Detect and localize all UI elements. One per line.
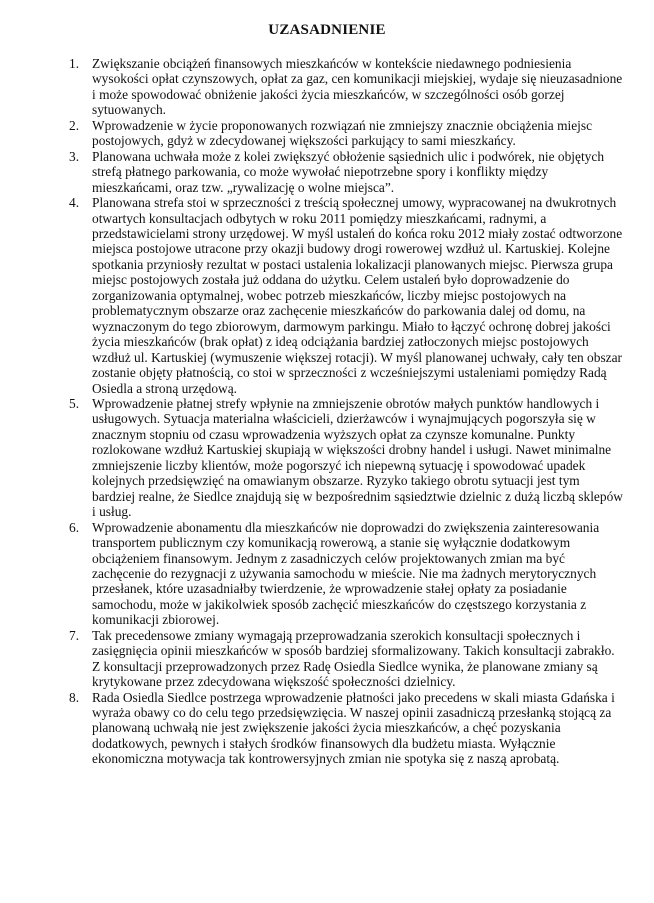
list-item-number: 4.	[69, 195, 80, 211]
list-item-2	[58, 118, 626, 149]
list-item-4	[58, 195, 626, 396]
list-item-5	[58, 396, 626, 520]
list-item-text: Zwiększanie obciążeń finansowych mieszkańców w kontekście niedawnego podniesienia wysokości opłat czynszowych, opłat za gaz, cen komunikacji miejskiej, wydaje się nieuzasadnione i może spowodować obniżenie jakości życia mieszkańców, w szczególności osób gorzej sytuowanych.	[92, 56, 623, 118]
list-item-6	[58, 520, 626, 628]
list-item-text: Planowana uchwała może z kolei zwiększyć obłożenie sąsiednich ulic i podwórek, nie objętych strefą płatnego parkowania, co może wywołać niepotrzebne spory i konflikty między mieszkańcami, oraz tzw. „rywalizację o wolne miejsca”.	[92, 148, 605, 195]
list-item-number: 5.	[69, 395, 80, 411]
list-item-number: 6.	[69, 519, 80, 535]
list-item-number: 2.	[69, 117, 80, 133]
list-item-text: Rada Osiedla Siedlce postrzega wprowadzenie płatności jako precedens w skali miasta Gdańska i wyraża obawy co do celu tego przedsięwzięcia. W naszej opinii zasadniczą przesłanką stojącą za planowaną uchwałą nie jest zwiększenie jakości życia mieszkańców, a chęć pozyskania dodatkowych, pewnych i stałych środków finansowych dla budżetu miasta. Wyłącznie ekonomiczna motywacja tak kontrowersyjnych zmian nie spotyka się z naszą aprobatą.	[92, 689, 615, 767]
list-item-8	[58, 690, 626, 767]
list-item-1	[58, 56, 626, 118]
list-item-number: 7.	[69, 627, 80, 643]
document-title: UZASADNIENIE	[268, 22, 386, 38]
list-item-3	[58, 149, 626, 195]
list-item-number: 3.	[69, 148, 80, 164]
list-item-7	[58, 628, 626, 690]
list-item-text: Wprowadzenie abonamentu dla mieszkańców nie doprowadzi do zwiększenia zainteresowania transportem publicznym czy komunikacją rowerową, a stanie się wyłącznie dodatkowym obciążeniem finansowym. Jednym z zasadniczych celów projektowanych zmian ma być zachęcenie do rezygnacji z używania samochodu w mieście. Nie ma żadnych merytorycznych przesłanek, które uzasadniałby twierdzenie, że wprowadzenie stałej opłaty za posiadanie samochodu, może w jakikolwiek sposób zachęcić mieszkańców do częstszego korzystania z komunikacji zbiorowej.	[92, 519, 600, 628]
list-item-number: 8.	[69, 689, 80, 705]
justification-list	[58, 56, 626, 767]
list-item-text: Planowana strefa stoi w sprzeczności z treścią społecznej umowy, wypracowanej na dwukrotnych otwartych konsultacjach odbytych w roku 2011 pomiędzy mieszkańcami, radnymi, a przedstawicielami strony urzędowej. W myśl ustaleń do końca roku 2012 miały zostać odtworzone miejsca postojowe utracone przy okazji budowy drogi rowerowej wzdłuż ul. Kartuskiej. Kolejne spotkania przyniosły rezultat w postaci ustalenia lokalizacji planowanych miejsc. Pierwsza grupa miejsc postojowych została już oddana do użytku. Celem ustaleń było doprowadzenie do zorganizowania optymalnej, wobec potrzeb mieszkańców, liczby miejsc postojowych na problematycznym obszarze oraz zachęcenie mieszkańców do parkowania dalej od domu, na wyznaczonym do tego zbiorowym, darmowym parkingu. Miało to łączyć ochronę dobrej jakości życia mieszkańców (brak opłat) z ideą odciążania bardziej zatłoczonych miejsc postojowych wzdłuż ul. Kartuskiej (wymuszenie większej rotacji). W myśl planowanej uchwały, cały ten obszar zostanie objęty płatnością, co stoi w sprzeczności z wcześniejszymi ustaleniami pomiędzy Radą Osiedla a stroną urzędową.	[92, 195, 623, 396]
list-item-text: Wprowadzenie w życie proponowanych rozwiązań nie zmniejszy znacznie obciążenia miejsc postojowych, gdyż w zdecydowanej większości parkujący to sami mieszkańcy.	[92, 117, 593, 149]
list-item-text: Tak precedensowe zmiany wymagają przeprowadzania szerokich konsultacji społecznych i zasięgnięcia opinii mieszkańców w sposób bardziej sformalizowany. Takich konsultacji zabrakło. Z konsultacji przeprowadzonych przez Radę Osiedla Siedlce wynika, że planowane zmiany są krytykowane przez zdecydowana większość społeczności dzielnicy.	[92, 627, 615, 690]
list-item-number: 1.	[69, 56, 80, 71]
list-item-text: Wprowadzenie płatnej strefy wpłynie na zmniejszenie obrotów małych punktów handlowych i usługowych. Sytuacja materialna właścicieli, dzierżawców i wynajmujących pogorszyła się w znacznym stopniu od czasu wprowadzenia wyższych opłat za czynsze komunalne. Punkty rozlokowane wzdłuż Kartuskiej skupiają w większości drobny handel i usługi. Nawet minimalne zmniejszenie liczby klientów, może pogorszyć ich niepewną sytuację i spowodować upadek kolejnych przedsięwzięć na omawianym obszarze. Ryzyko takiego obrotu sytuacji jest tym bardziej realne, że Siedlce znajdują się w bezpośrednim sąsiedztwie dzielnic z dużą liczbą sklepów i usług.	[92, 395, 623, 520]
